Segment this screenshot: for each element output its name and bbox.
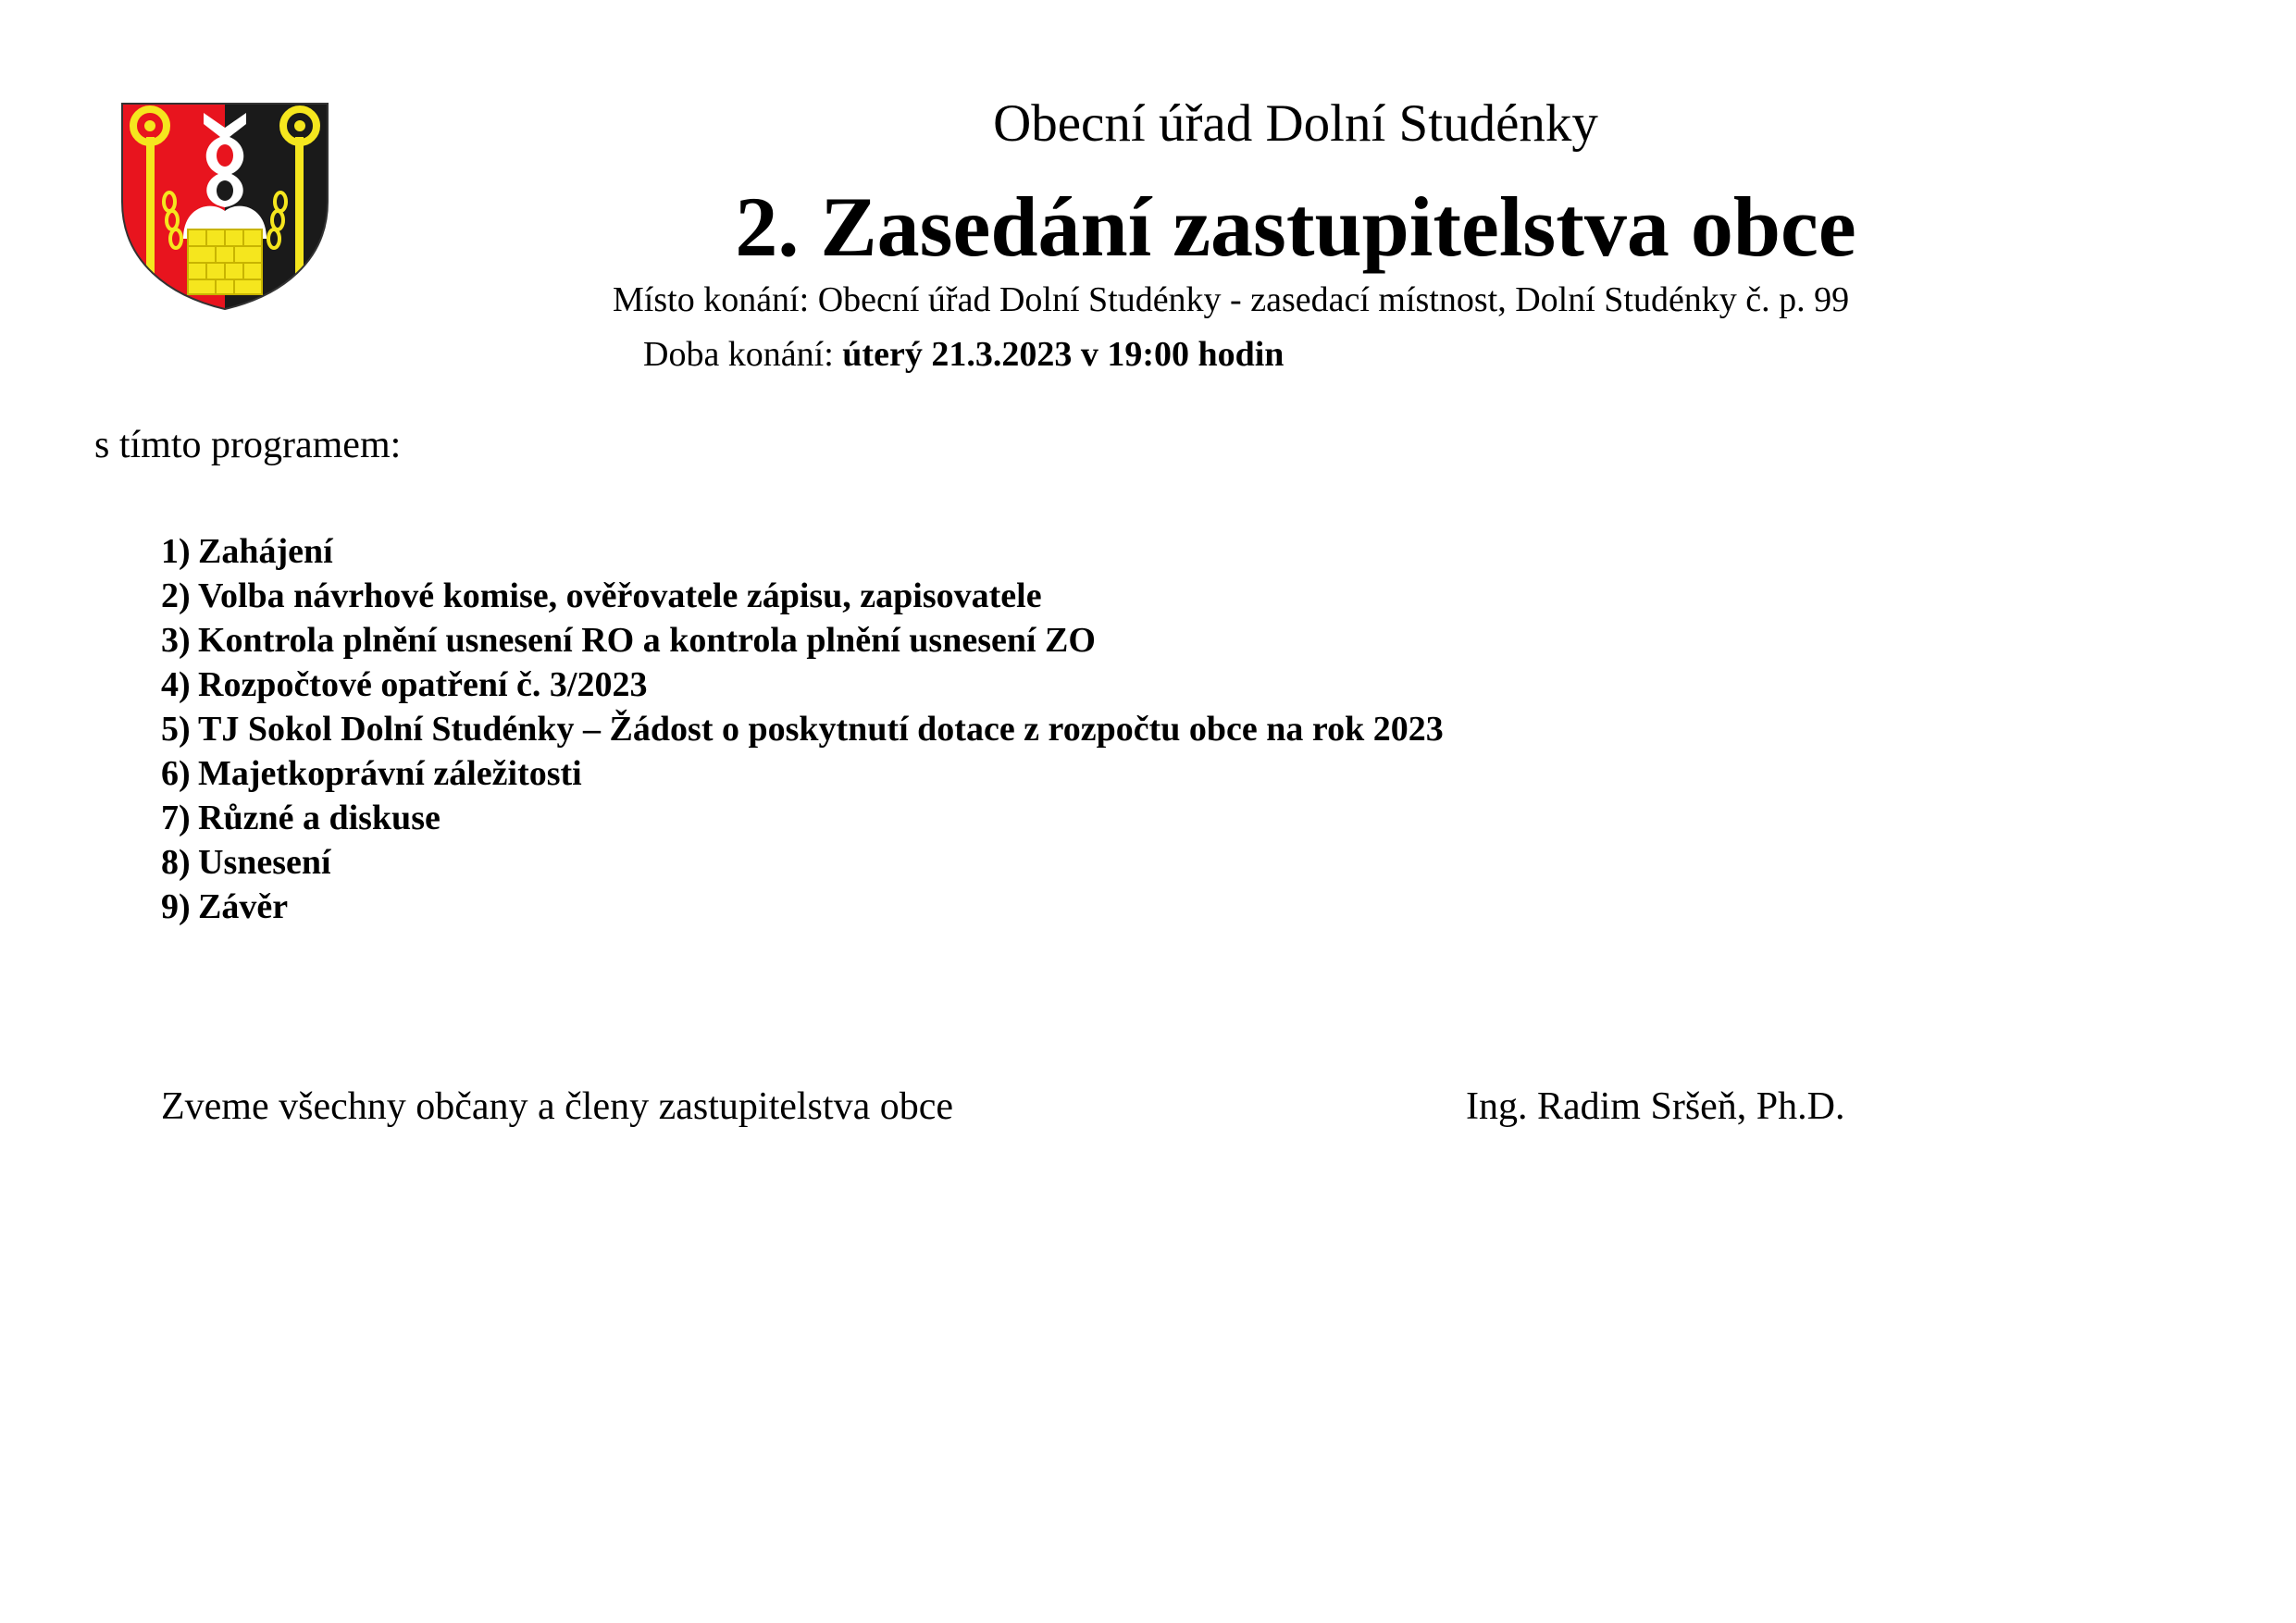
- agenda-item-number: 5): [161, 710, 191, 749]
- signer-name: Ing. Radim Sršeň, Ph.D.: [1466, 1085, 1845, 1128]
- agenda-item: [161, 840, 1444, 885]
- agenda-item: [161, 751, 1444, 796]
- agenda-item: [161, 885, 1444, 929]
- time-label: Doba konání:: [643, 335, 834, 374]
- meeting-place: [613, 278, 1849, 322]
- agenda-item-text: Majetkoprávní záležitosti: [198, 754, 582, 793]
- place-label: Místo konání:: [613, 280, 810, 319]
- office-name-wrap: [962, 91, 1629, 157]
- agenda-item: [161, 618, 1444, 663]
- invitation-text: Zveme všechny občany a členy zastupitelstva obce: [161, 1085, 953, 1128]
- agenda-item: [161, 663, 1444, 707]
- agenda-item-text: Rozpočtové opatření č. 3/2023: [198, 665, 648, 704]
- agenda-intro: s tímto programem:: [94, 424, 402, 466]
- agenda-item-number: 8): [161, 843, 191, 882]
- agenda-item: [161, 796, 1444, 840]
- agenda-item-text: Zahájení: [198, 532, 333, 571]
- agenda-item-text: Závěr: [198, 887, 289, 926]
- agenda-item-number: 1): [161, 532, 191, 571]
- agenda-item-number: 2): [161, 576, 191, 615]
- agenda-item-text: Kontrola plnění usnesení RO a kontrola plnění usnesení ZO: [198, 621, 1096, 660]
- agenda-item-number: 7): [161, 799, 191, 837]
- coat-of-arms-logo: [118, 100, 331, 311]
- agenda-item-text: Volba návrhové komise, ověřovatele zápisu, zapisovatele: [198, 576, 1042, 615]
- agenda-item-number: 3): [161, 621, 191, 660]
- agenda-item: [161, 574, 1444, 618]
- agenda-item-text: Různé a diskuse: [198, 799, 441, 837]
- title-wrap: [731, 176, 1860, 278]
- page-title: 2. Zasedání zastupitelstva obce: [735, 180, 1856, 274]
- agenda-item-text: TJ Sokol Dolní Studénky – Žádost o poskytnutí dotace z rozpočtu obce na rok 2023: [198, 710, 1444, 749]
- place-value: Obecní úřad Dolní Studénky - zasedací místnost, Dolní Studénky č. p. 99: [817, 280, 1850, 319]
- agenda-item-number: 9): [161, 887, 191, 926]
- agenda-item-number: 6): [161, 754, 191, 793]
- office-name: Obecní úřad Dolní Studénky: [993, 94, 1598, 153]
- agenda-item-number: 4): [161, 665, 191, 704]
- time-value: úterý 21.3.2023 v 19:00 hodin: [842, 335, 1285, 374]
- meeting-time: [643, 332, 1284, 377]
- agenda-item: [161, 707, 1444, 751]
- agenda-item: [161, 529, 1444, 574]
- agenda-item-text: Usnesení: [198, 843, 331, 882]
- agenda-list: [161, 529, 1444, 929]
